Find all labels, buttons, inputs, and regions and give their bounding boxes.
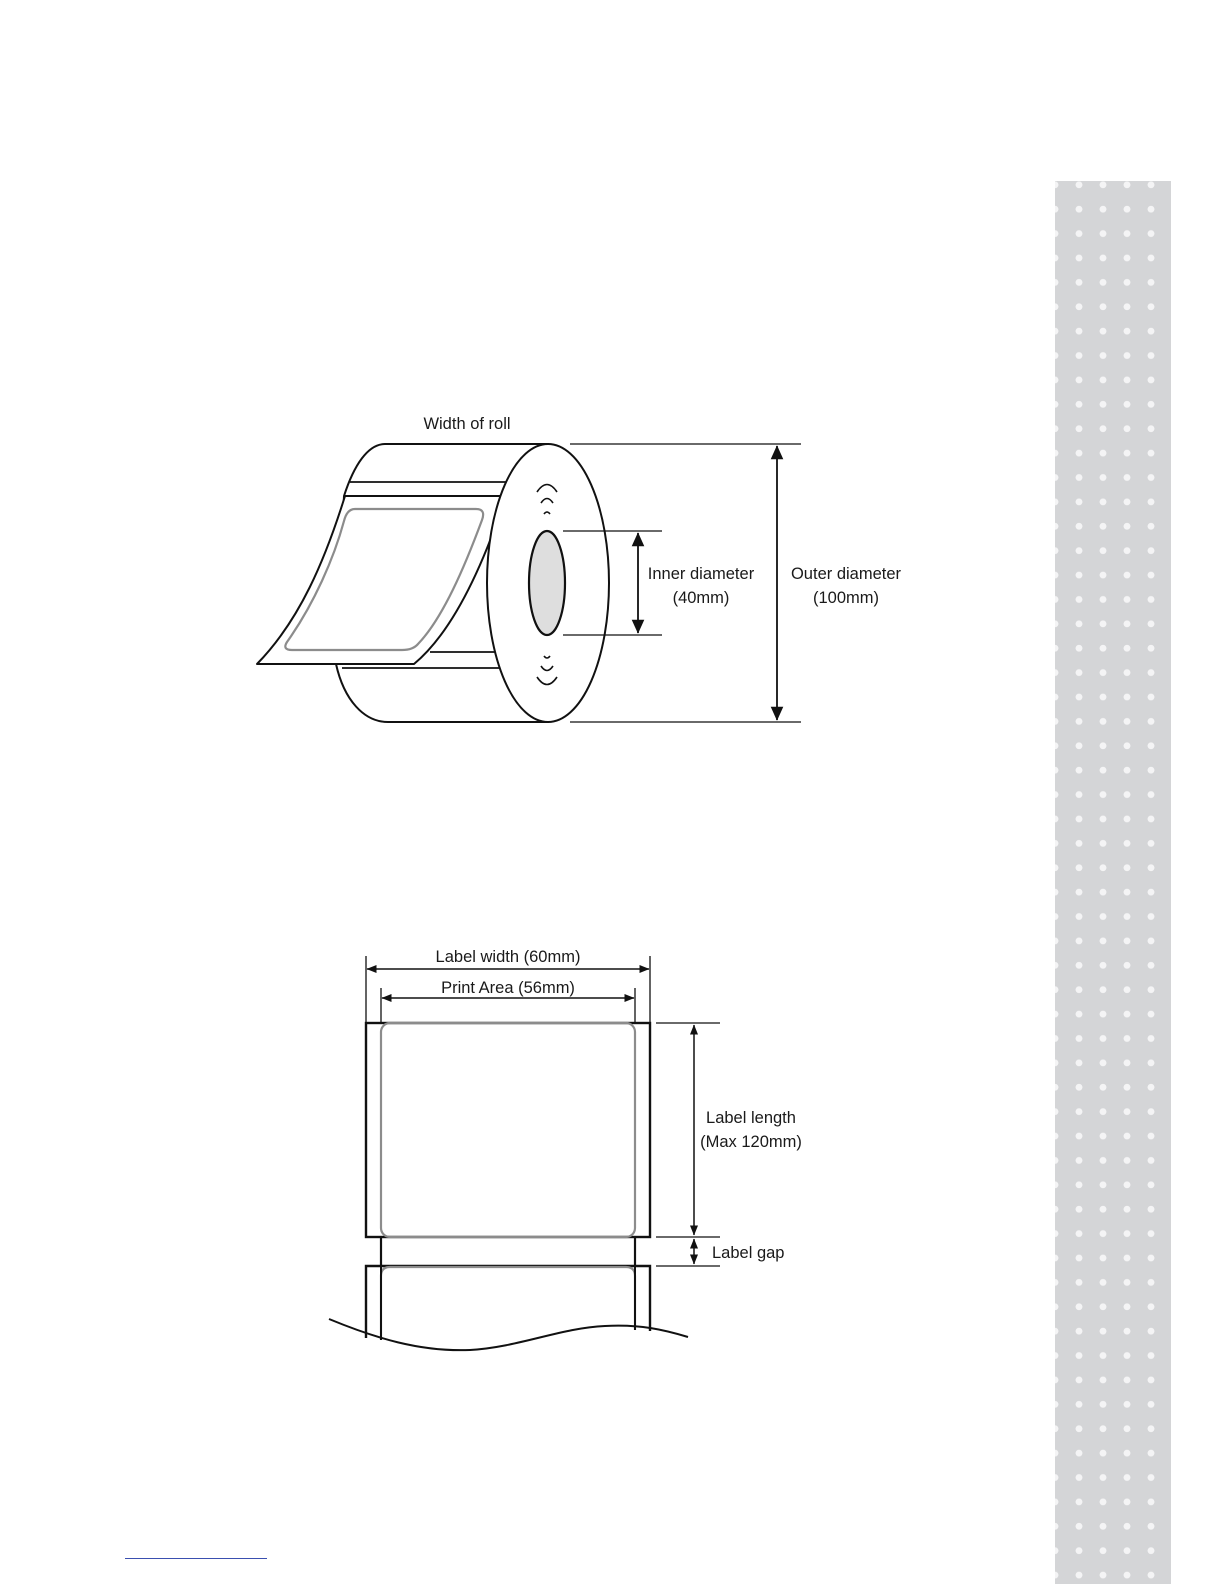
label-length-max-text: (Max 120mm) (700, 1133, 802, 1151)
label-width-text: Label width (60mm) (435, 948, 581, 966)
label-dimension-illustration (329, 948, 802, 1350)
outer-diameter-value: (100mm) (812, 589, 880, 607)
outer-diameter-label: Outer diameter (790, 565, 902, 583)
inner-core (529, 531, 565, 635)
footer-rule (125, 1558, 267, 1559)
label-roll-illustration (257, 415, 902, 722)
label-length-text: Label length (706, 1109, 796, 1127)
print-area-text: Print Area (56mm) (441, 979, 575, 997)
inner-diameter-label: Inner diameter (647, 565, 755, 583)
label-first (366, 1023, 650, 1237)
label-second (366, 1266, 650, 1340)
label-gap-text: Label gap (712, 1244, 785, 1262)
width-of-roll-label: Width of roll (423, 415, 511, 433)
inner-diameter-value: (40mm) (672, 589, 730, 607)
